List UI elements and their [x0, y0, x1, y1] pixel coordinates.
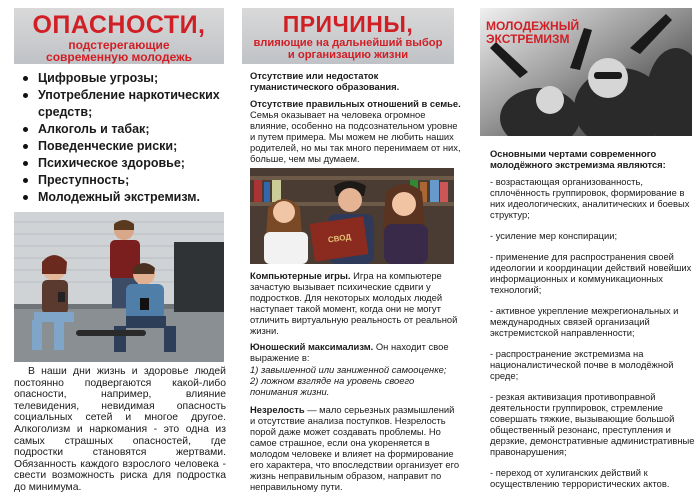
list-item: Поведенческие риски; [22, 138, 232, 155]
list-item: - усиление мер конспирации; [490, 230, 618, 241]
reason-computer-games-heading: Компьютерные игры. [250, 270, 351, 281]
list-item: Цифровые угрозы; [22, 70, 232, 87]
reason-maximalism-item1: 1) завышенной или заниженной самооценке; [250, 364, 447, 375]
dangers-title: ОПАСНОСТИ, [32, 11, 206, 39]
column-extremism [472, 0, 700, 496]
teens-with-phones-illustration [14, 212, 224, 362]
reason-family-text: Семья оказывает на человека огромное влияние, особенно на подсознательном уровне и путем примера. Мы можем не любить наших родителей, но мы так много перенимаем от них, больше, чем мы думаем. [250, 109, 461, 164]
reason-maximalism-item2: 2) ложном взгляде на уровень своего понимания жизни. [250, 375, 415, 397]
dangers-banner [14, 8, 224, 64]
bullet-icon [23, 161, 28, 166]
bullet-icon [23, 127, 28, 132]
book-title: СВОД [327, 232, 352, 245]
reason-immaturity [250, 404, 462, 492]
reason-family-heading: Отсутствие правильных отношений в семье. [250, 98, 461, 109]
column-dangers [0, 0, 232, 496]
reason-humanistic-education: Отсутствие или недостаток гуманистического образования. [250, 70, 400, 92]
bullet-icon [23, 93, 28, 98]
list-item: - возрастающая организованность, сплочённость группировок, формирование в них идеологических, аналитических и боевых структур; [490, 176, 690, 220]
extremism-features-list [490, 176, 696, 496]
list-item: Психическое здоровье; [22, 155, 232, 172]
list-item: - резкая активизация противоправной деятельности группировок, стремление совершать тяжкие, вызывающие большой общественный резонанс, преступления и дерзкие, демонстративные административные правонарушения; [490, 391, 695, 457]
reasons-subtitle-line2: и организацию жизни [287, 49, 409, 61]
reason-maximalism-heading: Юношеский максимализм. [250, 341, 374, 352]
extremism-photo-caption: МОЛОДЕЖНЫЙ ЭКСТРЕМИЗМ [486, 19, 580, 46]
bullet-icon [23, 178, 28, 183]
dangers-paragraph: В наши дни жизнь и здоровье людей постоянно подвергаются какой-либо опасности, например, влияние телевидения, невидимая опасность социальных сетей и многое другое. Алкоголизм и наркомания - это одна из самых страшных опасностей, где подростки становятся жертвами. Обязанность каждого взрослого человека - свести возможность риска для подростка до минимума. [14, 366, 226, 493]
reason-immaturity-text: — мало серьезных размышлений и отсутствие анализа поступков. Незрелость порой даже может создавать проблемы. Но самое страшное, если она укореняется в молодом человеке и влияет на формирование его характера, что впоследствии организует его жизнь неправильным образом, направит по неправильному пути. [250, 404, 460, 492]
dangers-list [22, 70, 232, 206]
bullet-icon [23, 195, 28, 200]
reasons-title: ПРИЧИНЫ, [282, 11, 414, 37]
dangers-subtitle-line1: подстерегающие [68, 38, 170, 52]
students-reading-illustration [250, 168, 454, 264]
bullet-icon [23, 76, 28, 81]
list-item: Употребление наркотических средств; [22, 87, 232, 120]
reason-computer-games-text: Игра на компьютере зачастую вызывает психические сдвиги у подростков. Для некоторых молодых людей наступает такой момент, когда они не могут отличить виртуальную реальность от реальной жизни. [250, 270, 458, 336]
list-item: Преступность; [22, 172, 232, 189]
reason-computer-games [250, 270, 462, 336]
teens-with-phones-photo [14, 212, 224, 362]
reasons-banner [242, 8, 454, 64]
list-item: - активное укрепление межрегиональных и международных связей организаций экстремистской направленности; [490, 305, 679, 338]
list-item: - распространение экстремизма на националистической почве в молодёжной среде; [490, 348, 674, 381]
reasons-subtitle-line1: влияющие на дальнейший выбор [253, 37, 443, 49]
students-reading-photo [250, 168, 454, 264]
reason-immaturity-heading: Незрелость [250, 404, 305, 415]
reason-family [250, 98, 462, 164]
list-item: - переход от хулиганских действий к осуществлению террористических актов. [490, 467, 670, 489]
reason-maximalism [250, 341, 462, 363]
column-reasons [240, 0, 464, 496]
extremism-photo [480, 8, 692, 136]
bullet-icon [23, 144, 28, 149]
list-item: - применение для распространения своей идеологии и координации действий новейших информационных и коммуникационных технологий; [490, 251, 692, 295]
dangers-subtitle-line2: современную молодежь [46, 50, 192, 64]
extremism-features-heading: Основными чертами современного молодёжного экстремизма являются: [490, 148, 666, 170]
list-item: Алкоголь и табак; [22, 121, 232, 138]
list-item: Молодежный экстремизм. [22, 189, 232, 206]
reason-maximalism-text: Он находит свое выражение в: [250, 341, 449, 363]
